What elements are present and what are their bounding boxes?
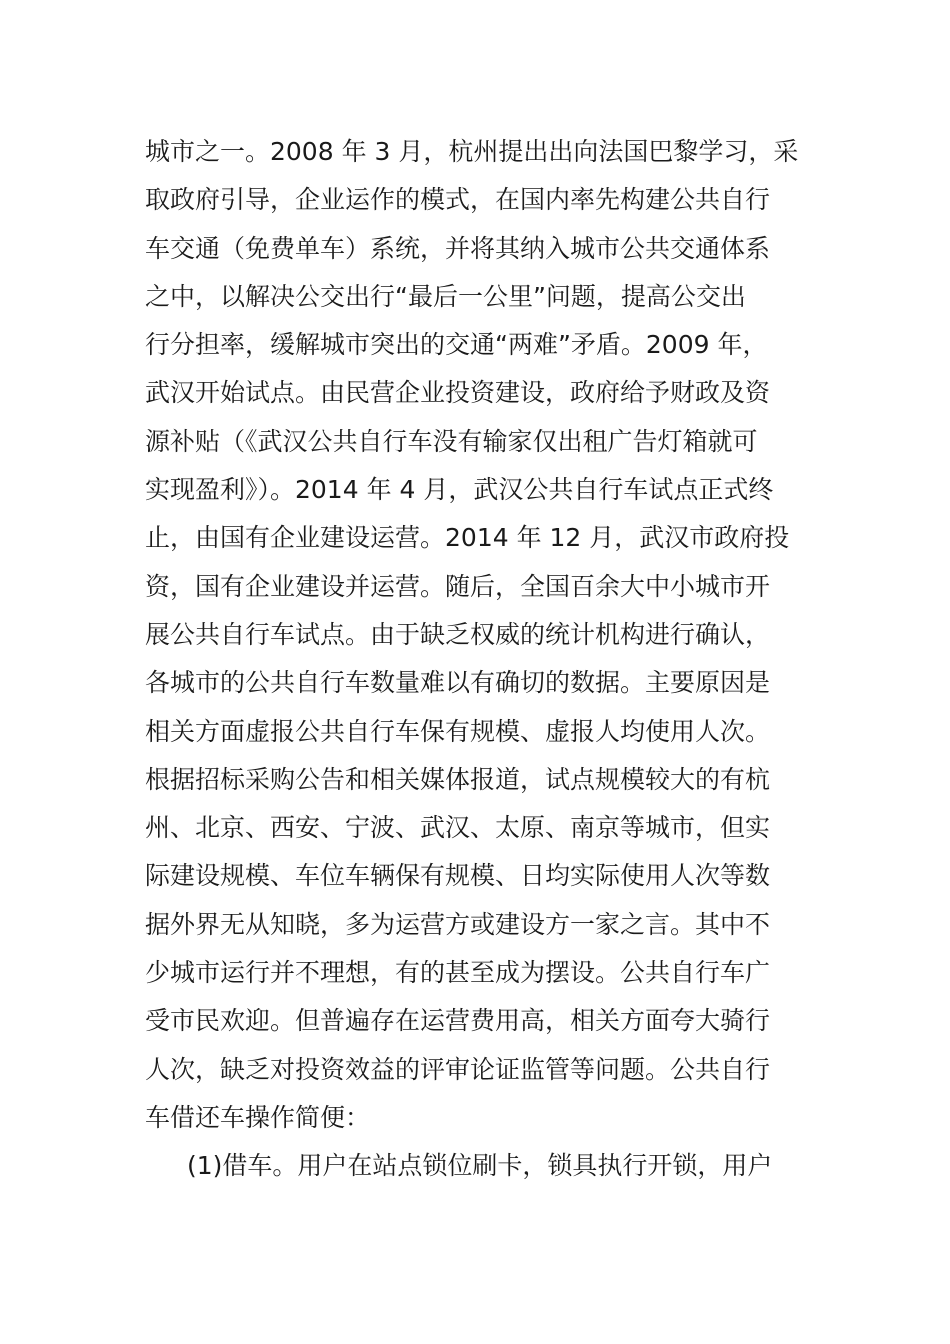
text-line: 受市民欢迎。但普遍存在运营费用高，相关方面夸大骑行 xyxy=(145,1006,771,1036)
text-line-indented: (1)借车。用户在站点锁位刷卡，锁具执行开锁，用户 xyxy=(187,1151,773,1181)
text-line: 展公共自行车试点。由于缺乏权威的统计机构进行确认， xyxy=(145,619,771,649)
text-line: 少城市运行并不理想，有的甚至成为摆设。公共自行车广 xyxy=(145,958,771,988)
text-line: 各城市的公共自行车数量难以有确切的数据。主要原因是 xyxy=(145,668,771,698)
text-line: 车借还车操作简便： xyxy=(145,1102,371,1132)
text-line: 州、北京、西安、宁波、武汉、太原、南京等城市，但实 xyxy=(145,813,771,843)
text-line: 人次，缺乏对投资效益的评审论证监管等问题。公共自行 xyxy=(145,1054,771,1084)
text-line: 止，由国有企业建设运营。2014 年 12 月，武汉市政府投 xyxy=(145,523,790,553)
text-line: 相关方面虚报公共自行车保有规模、虚报人均使用人次。 xyxy=(145,716,771,746)
text-line: 源补贴（《武汉公共自行车没有输家仅出租广告灯箱就可 xyxy=(145,426,758,456)
text-line: 车交通（免费单车）系统，并将其纳入城市公共交通体系 xyxy=(145,233,771,263)
text-line: 行分担率，缓解城市突出的交通“两难”矛盾。2009 年， xyxy=(145,330,768,360)
body-text xyxy=(145,128,807,1191)
text-line: 据外界无从知晓，多为运营方或建设方一家之言。其中不 xyxy=(145,909,771,939)
text-line: 之中，以解决公交出行“最后一公里”问题，提高公交出 xyxy=(145,281,746,311)
text-line: 资，国有企业建设并运营。随后，全国百余大中小城市开 xyxy=(145,571,771,601)
text-line: 城市之一。2008 年 3 月，杭州提出出向法国巴黎学习，采 xyxy=(145,137,799,166)
text-line: 实现盈利》）。2014 年 4 月，武汉公共自行车试点正式终 xyxy=(145,475,774,505)
text-line: 际建设规模、车位车辆保有规模、日均实际使用人次等数 xyxy=(145,861,771,891)
text-line: 根据招标采购公告和相关媒体报道，试点规模较大的有杭 xyxy=(145,764,771,794)
text-line: 取政府引导，企业运作的模式，在国内率先构建公共自行 xyxy=(145,185,771,215)
text-line: 武汉开始试点。由民营企业投资建设，政府给予财政及资 xyxy=(145,378,771,408)
